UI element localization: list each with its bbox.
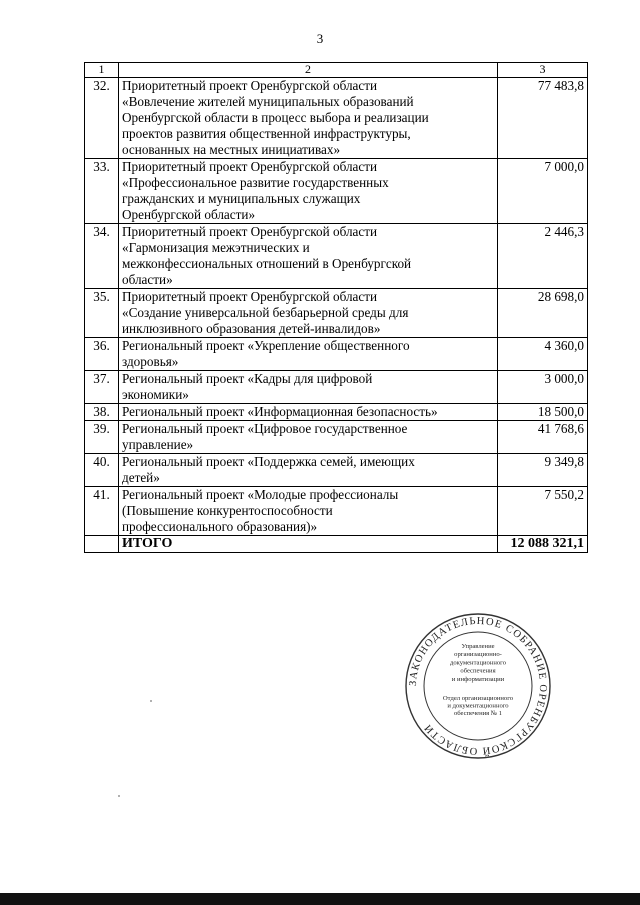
project-name [119, 421, 498, 454]
project-name-line: «Профессиональное развитие государственных [122, 175, 389, 190]
stamp-text-line: и документационного [447, 702, 509, 710]
table-row [85, 487, 588, 536]
stamp-text-line: документационного [449, 659, 507, 667]
stamp-text-line: организационно- [454, 651, 502, 659]
row-number: 41. [85, 487, 119, 536]
row-number: 32. [85, 78, 119, 159]
project-name-line: экономики» [122, 387, 189, 402]
amount: 41 768,6 [498, 421, 588, 454]
stamp-ring-text: ЗАКОНОДАТЕЛЬНОЕ СОБРАНИЕ ОРЕНБУРГСКОЙ ОБЛАСТИ [407, 615, 549, 757]
stamp-text-line: Управление [461, 643, 495, 650]
project-name-line: (Повышение конкурентоспособности [122, 503, 333, 518]
amount: 4 360,0 [498, 338, 588, 371]
amount: 18 500,0 [498, 404, 588, 421]
table-row [85, 421, 588, 454]
total-amount: 12 088 321,1 [498, 536, 588, 553]
project-name-line: «Создание универсальной безбарьерной среды для [122, 305, 409, 320]
project-name [119, 289, 498, 338]
official-stamp [404, 612, 552, 760]
project-name-line: детей» [122, 470, 160, 485]
table-row [85, 404, 588, 421]
project-name-line: Оренбургской области» [122, 207, 256, 222]
scan-edge [0, 893, 640, 905]
project-name-line: Приоритетный проект Оренбургской области [122, 224, 378, 239]
amount: 77 483,8 [498, 78, 588, 159]
column-header: 2 [119, 63, 498, 78]
row-number: 38. [85, 404, 119, 421]
row-number: 39. [85, 421, 119, 454]
table-body [85, 78, 588, 553]
amount: 3 000,0 [498, 371, 588, 404]
page-number: 3 [316, 31, 324, 46]
project-name-line: «Вовлечение жителей муниципальных образований [122, 94, 414, 109]
project-name-line: Региональный проект «Молодые профессионалы [122, 487, 399, 502]
table-row [85, 78, 588, 159]
row-number: 40. [85, 454, 119, 487]
project-name [119, 487, 498, 536]
amount: 7 550,2 [498, 487, 588, 536]
column-header: 3 [498, 63, 588, 78]
amount: 9 349,8 [498, 454, 588, 487]
svg-text:ЗАКОНОДАТЕЛЬНОЕ СОБРАНИЕ ОРЕНБ [408, 616, 548, 757]
row-number: 37. [85, 371, 119, 404]
project-name-line: Оренбургской области в процесс выбора и реализации [122, 110, 429, 125]
stamp-text-line: и информатизации [451, 675, 505, 683]
budget-table [84, 62, 588, 553]
scan-speck [118, 795, 120, 797]
project-name [119, 338, 498, 371]
row-number: 34. [85, 224, 119, 289]
project-name [119, 159, 498, 224]
project-name-line: Региональный проект «Укрепление общественного [122, 338, 410, 353]
row-number: 33. [85, 159, 119, 224]
project-name-line: Приоритетный проект Оренбургской области [122, 78, 378, 93]
table-row [85, 338, 588, 371]
project-name-line: гражданских и муниципальных служащих [122, 191, 361, 206]
row-number: 36. [85, 338, 119, 371]
stamp-text-line: обеспечения № 1 [453, 709, 503, 717]
project-name [119, 454, 498, 487]
project-name-line: проектов развития общественной инфраструктуры, [122, 126, 411, 141]
project-name-line: Региональный проект «Информационная безопасность» [122, 404, 438, 419]
total-empty-cell [85, 536, 119, 553]
scan-speck [150, 700, 152, 702]
project-name-line: «Гармонизация межэтнических и [122, 240, 310, 255]
project-name-line: Приоритетный проект Оренбургской области [122, 289, 378, 304]
project-name [119, 78, 498, 159]
project-name [119, 371, 498, 404]
project-name [119, 224, 498, 289]
project-name-line: Региональный проект «Цифровое государственное [122, 421, 408, 436]
row-number: 35. [85, 289, 119, 338]
table-row [85, 371, 588, 404]
project-name [119, 404, 498, 421]
column-header: 1 [85, 63, 119, 78]
amount: 28 698,0 [498, 289, 588, 338]
project-name-line: Региональный проект «Кадры для цифровой [122, 371, 373, 386]
table-header-row [85, 63, 588, 78]
table-row [85, 159, 588, 224]
project-name-line: области» [122, 272, 173, 287]
project-name-line: профессионального образования)» [122, 519, 318, 534]
project-name-line: Региональный проект «Поддержка семей, имеющих [122, 454, 415, 469]
amount: 7 000,0 [498, 159, 588, 224]
total-row [85, 536, 588, 553]
project-name-line: межконфессиональных отношений в Оренбургской [122, 256, 412, 271]
project-name-line: Приоритетный проект Оренбургской области [122, 159, 378, 174]
table-row [85, 454, 588, 487]
project-name-line: основанных на местных инициативах» [122, 142, 341, 157]
project-name-line: здоровья» [122, 354, 179, 369]
project-name-line: инклюзивного образования детей-инвалидов» [122, 321, 381, 336]
total-label: ИТОГО [119, 536, 498, 553]
stamp-text-line: Отдел организационного [442, 695, 514, 702]
amount: 2 446,3 [498, 224, 588, 289]
table-row [85, 289, 588, 338]
stamp-text-line: обеспечения [460, 667, 496, 675]
project-name-line: управление» [122, 437, 194, 452]
table-row [85, 224, 588, 289]
